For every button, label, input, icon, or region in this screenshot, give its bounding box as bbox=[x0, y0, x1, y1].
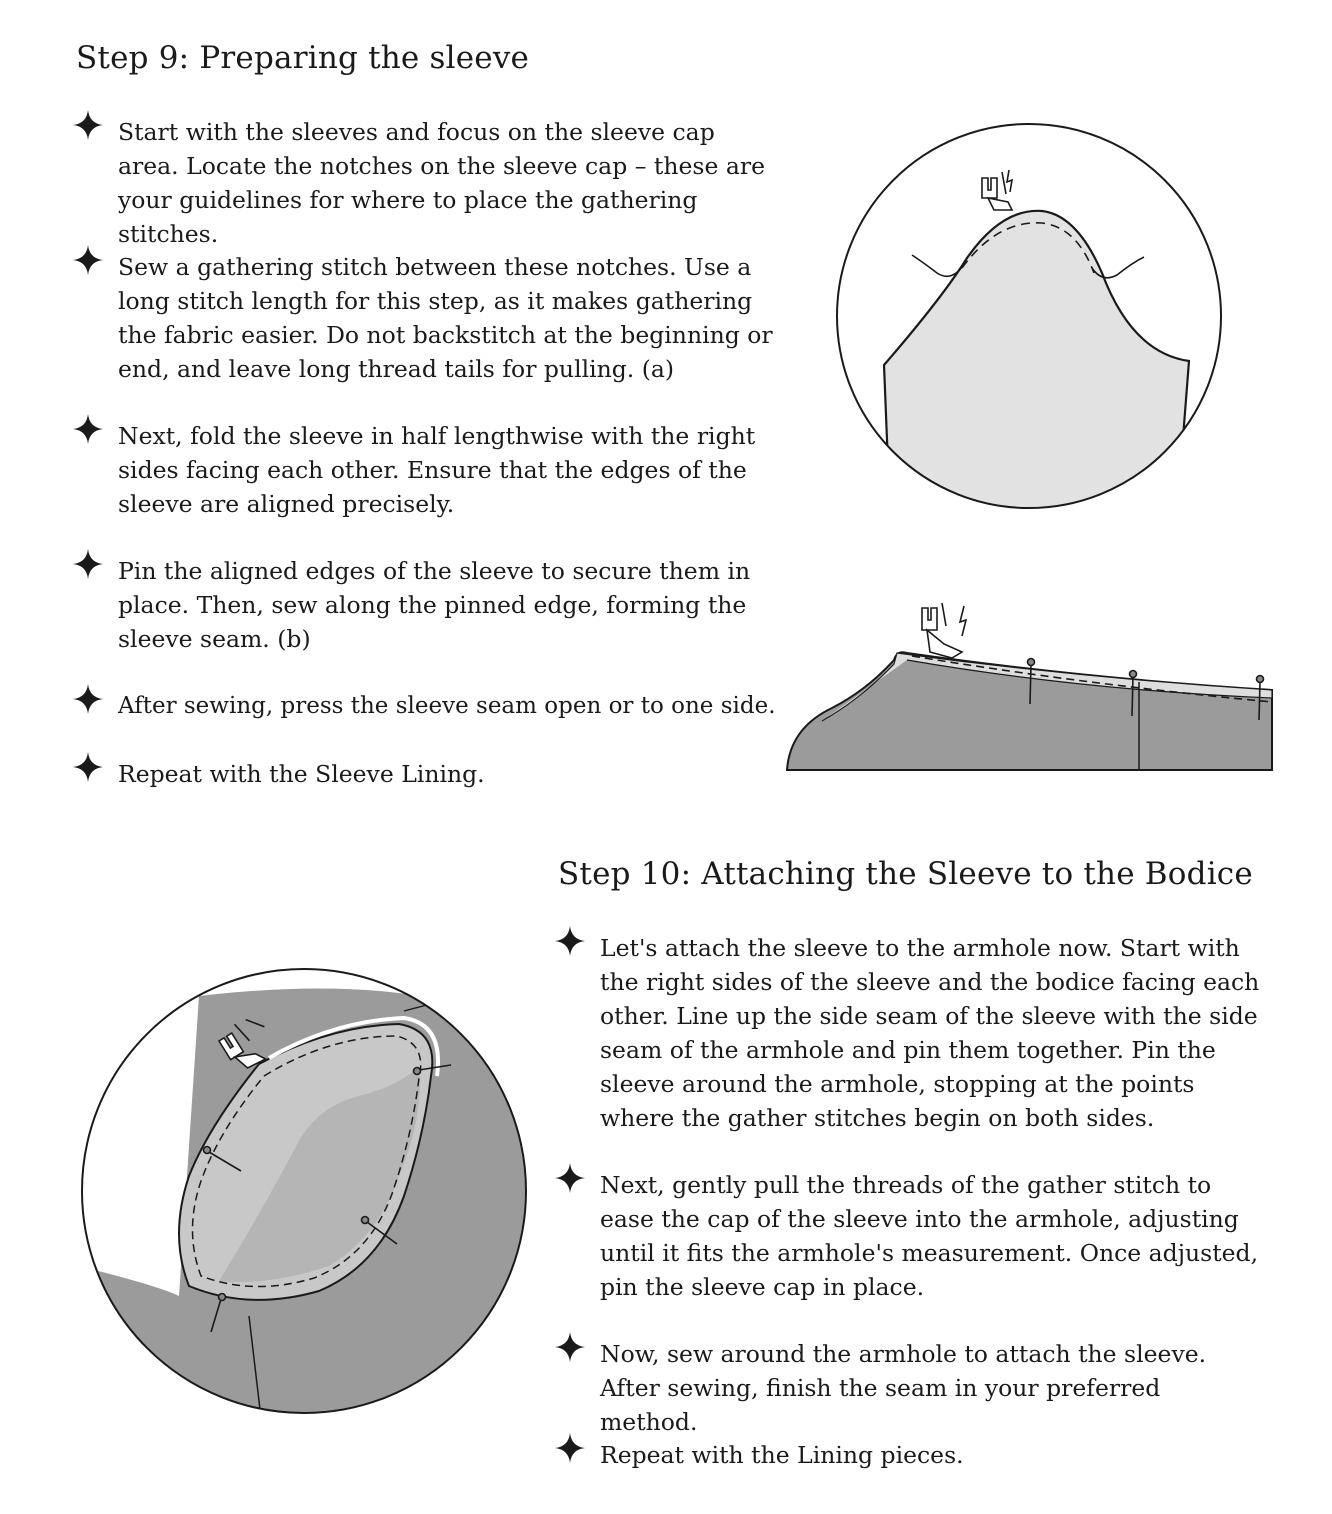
step10-bullet-text: Repeat with the Lining pieces. bbox=[600, 1441, 964, 1469]
presser-foot-icon bbox=[922, 603, 966, 658]
step9-bullet-6 bbox=[118, 757, 778, 791]
four-point-star-icon bbox=[554, 925, 586, 957]
step9-bullet-text: Sew a gathering stitch between these notches. Use a long stitch length for this step, as it makes gathering the fabric easier. Do not backstitch at the beginning or end, and leave long thread tails for pulling. (a) bbox=[118, 253, 773, 383]
step-10-title: Step 10: Attaching the Sleeve to the Bodice bbox=[558, 856, 1253, 892]
sleeve-seam-figure bbox=[782, 598, 1282, 778]
step10-bullet-4 bbox=[600, 1438, 1262, 1472]
step10-bullet-1 bbox=[600, 931, 1262, 1135]
four-point-star-icon bbox=[554, 1162, 586, 1194]
four-point-star-icon bbox=[72, 413, 104, 445]
four-point-star-icon bbox=[72, 548, 104, 580]
armhole-figure bbox=[79, 966, 531, 1418]
step10-bullet-text: Now, sew around the armhole to attach the sleeve. After sewing, finish the seam in your preferred method. bbox=[600, 1340, 1207, 1436]
presser-foot-icon bbox=[982, 170, 1012, 210]
step9-bullet-text: Start with the sleeves and focus on the sleeve cap area. Locate the notches on the sleeve cap – these are your guidelines for where to place the gathering stitches. bbox=[118, 118, 765, 248]
step9-bullet-text: Pin the aligned edges of the sleeve to secure them in place. Then, sew along the pinned edge, forming the sleeve seam. (b) bbox=[118, 557, 751, 653]
step-9-title: Step 9: Preparing the sleeve bbox=[76, 40, 530, 76]
bodice-side bbox=[79, 1296, 199, 1418]
step10-bullet-3 bbox=[600, 1337, 1262, 1439]
four-point-star-icon bbox=[72, 683, 104, 715]
step10-bullet-2 bbox=[600, 1168, 1262, 1304]
step9-bullet-text: Repeat with the Sleeve Lining. bbox=[118, 760, 485, 788]
four-point-star-icon bbox=[554, 1331, 586, 1363]
four-point-star-icon bbox=[72, 244, 104, 276]
step9-bullet-text: Next, fold the sleeve in half lengthwise with the right sides facing each other. Ensure that the edges of the sleeve are aligned precisely. bbox=[118, 422, 756, 518]
step10-bullet-text: Let's attach the sleeve to the armhole now. Start with the right sides of the sleeve and the bodice facing each other. Line up the side seam of the sleeve with the side seam of the armhole and pin them together. Pin the sleeve around the armhole, stopping at the points where the gather stitches begin on both sides. bbox=[600, 934, 1260, 1132]
step9-bullet-2 bbox=[118, 250, 778, 386]
four-point-star-icon bbox=[554, 1432, 586, 1464]
sleeve-cap-figure bbox=[832, 123, 1227, 515]
four-point-star-icon bbox=[72, 751, 104, 783]
four-point-star-icon bbox=[72, 109, 104, 141]
step9-bullet-5 bbox=[118, 689, 798, 723]
step9-bullet-3 bbox=[118, 419, 778, 521]
step10-bullet-text: Next, gently pull the threads of the gather stitch to ease the cap of the sleeve into the armhole, adjusting until it fits the armhole's measurement. Once adjusted, pin the sleeve cap in place. bbox=[600, 1171, 1259, 1301]
step9-bullet-text: After sewing, press the sleeve seam open or to one side. bbox=[118, 693, 776, 719]
thread-tail-left bbox=[912, 255, 965, 276]
step9-bullet-1 bbox=[118, 115, 778, 251]
step9-bullet-4 bbox=[118, 554, 778, 656]
